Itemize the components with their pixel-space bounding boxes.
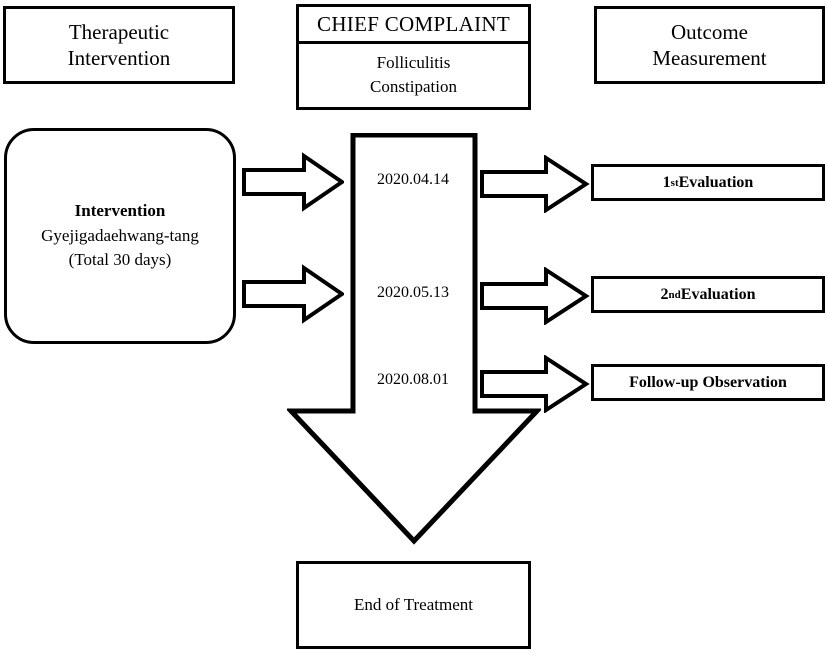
outcome-second-evaluation-label: Evaluation	[680, 285, 756, 303]
intervention-duration: (Total 30 days)	[68, 250, 172, 270]
arrow-intervention-to-visit-1	[242, 152, 344, 212]
outcome-first-evaluation-ordinal: 1	[662, 173, 671, 191]
end-of-treatment-box	[296, 561, 531, 649]
header-therapeutic-intervention-line1: Therapeutic	[68, 19, 170, 44]
outcome-second-evaluation-ordinal: 2	[660, 285, 669, 303]
arrow-visit-1-to-evaluation-1	[480, 155, 590, 213]
arrow-visit-3-to-followup	[480, 355, 590, 413]
end-of-treatment-label: End of Treatment	[354, 595, 473, 615]
intervention-box	[4, 128, 236, 344]
timeline-date-3: 2020.08.01	[377, 371, 449, 388]
outcome-first-evaluation-suffix: st	[670, 176, 679, 189]
outcome-first-evaluation-label: Evaluation	[678, 173, 754, 191]
header-outcome-measurement-line1: Outcome	[671, 19, 748, 44]
timeline-date-1: 2020.04.14	[377, 171, 449, 188]
header-outcome-measurement-line2: Measurement	[652, 46, 767, 70]
header-chief-complaint	[296, 4, 531, 110]
outcome-first-evaluation	[591, 164, 825, 201]
outcome-followup-observation-label: Follow-up Observation	[629, 373, 787, 391]
timeline-date-2: 2020.05.13	[377, 284, 449, 301]
header-outcome-measurement	[594, 6, 825, 84]
header-therapeutic-intervention	[3, 6, 235, 84]
arrow-visit-2-to-evaluation-2	[480, 267, 590, 325]
chief-complaint-items	[370, 44, 457, 99]
header-therapeutic-intervention-line2: Intervention	[67, 46, 171, 70]
chief-complaint-title: CHIEF COMPLAINT	[299, 11, 528, 44]
intervention-title: Intervention	[74, 201, 166, 221]
intervention-detail: Gyejigadaehwang-tang	[41, 225, 199, 245]
outcome-second-evaluation	[591, 276, 825, 313]
chief-complaint-item-2: Constipation	[370, 77, 457, 97]
outcome-followup-observation	[591, 364, 825, 401]
chief-complaint-item-1: Folliculitis	[376, 53, 451, 73]
arrow-intervention-to-visit-2	[242, 264, 344, 324]
outcome-second-evaluation-suffix: nd	[668, 288, 681, 301]
